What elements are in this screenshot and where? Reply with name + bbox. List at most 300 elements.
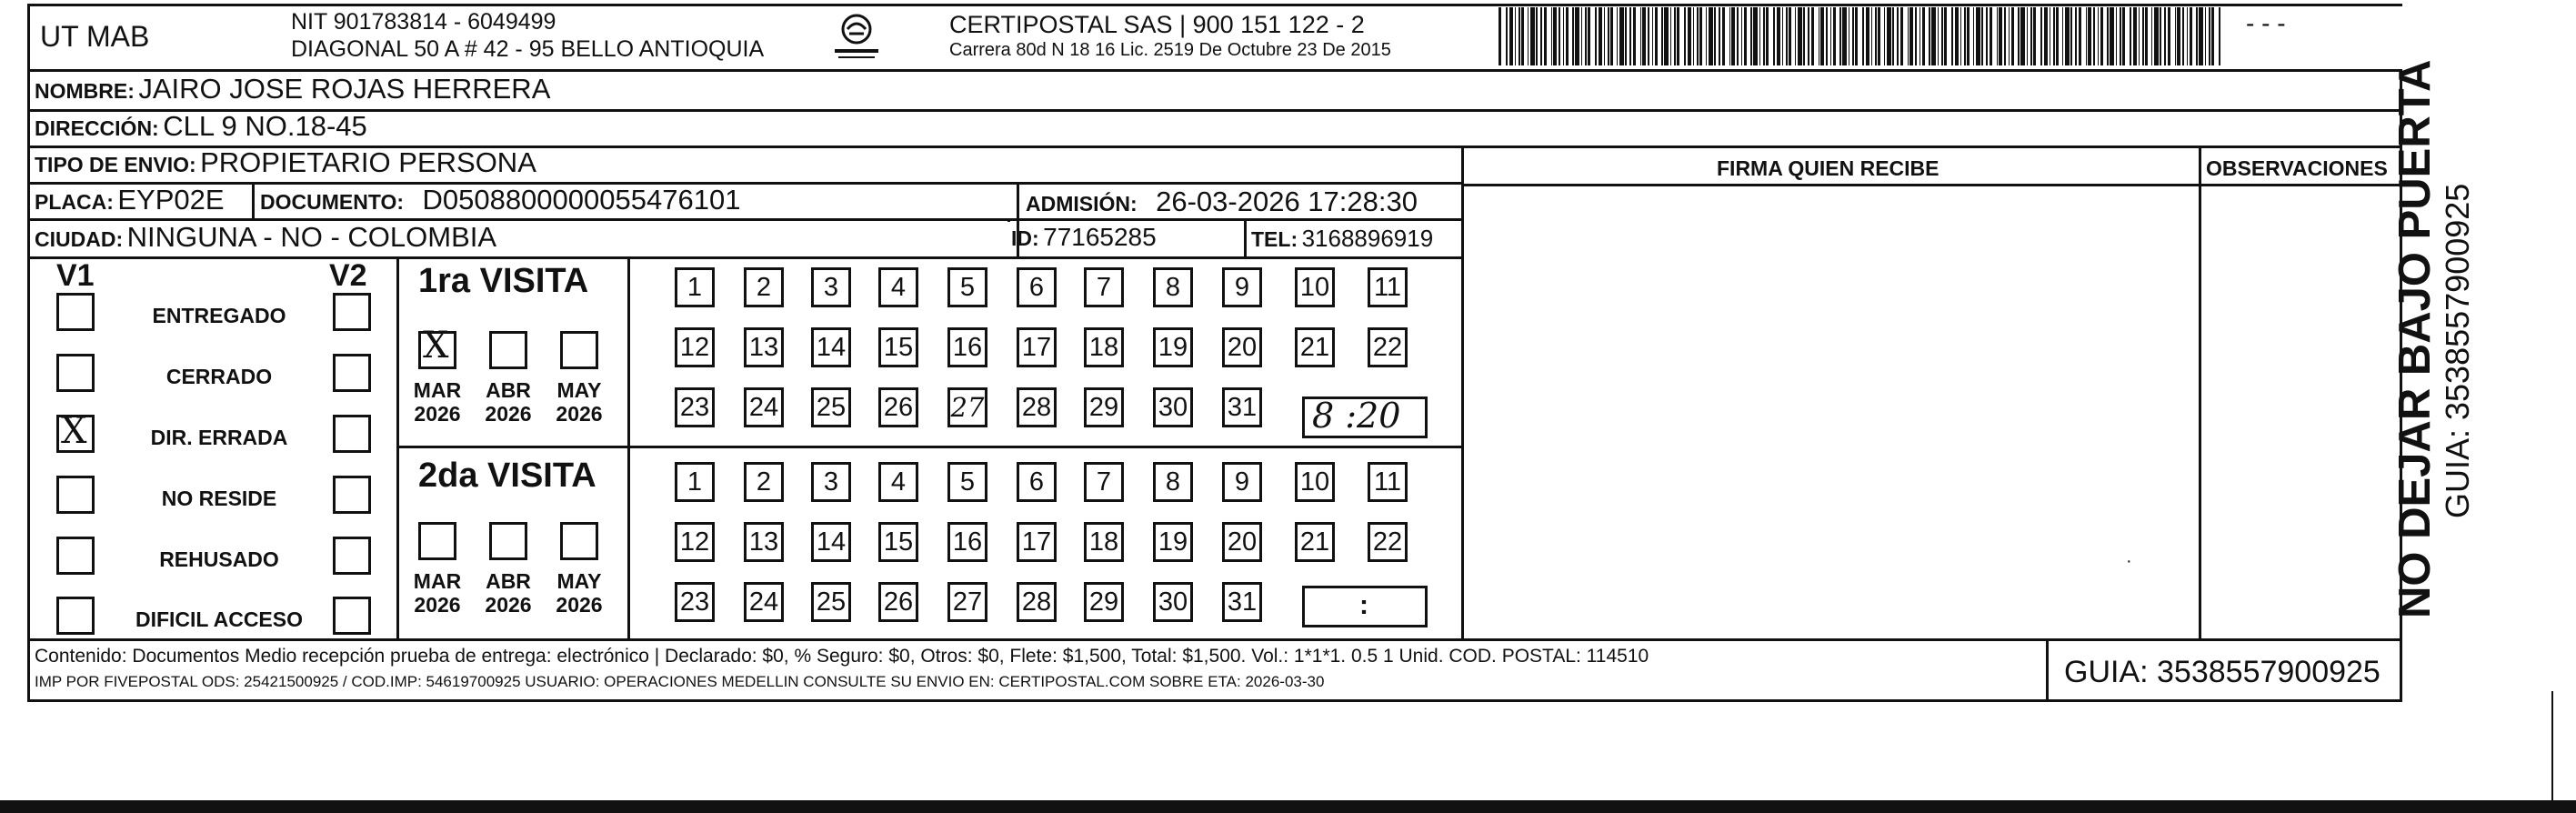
barcode-bar [2004,7,2006,65]
tipo-row [35,146,536,179]
month-checkbox[interactable] [560,331,598,369]
barcode-bar [2196,7,2198,65]
day-box[interactable]: 19 [1153,327,1193,367]
barcode-bar [1648,7,1649,65]
day-box[interactable]: 16 [947,327,987,367]
barcode-bar [1811,7,1814,65]
nombre-label: NOMBRE: [35,79,135,103]
barcode-bar [1929,7,1930,65]
nit: NIT 901783814 - 6049499 [291,9,556,35]
barcode-bar [1608,7,1609,65]
barcode-bar [2062,7,2063,65]
day-box[interactable]: 4 [878,267,918,307]
barcode-bar [1521,7,1524,65]
day-box[interactable]: 25 [811,387,851,427]
barcode-bar [2030,7,2032,65]
barcode-bar [1595,7,1597,65]
barcode-bar [1938,7,1939,65]
barcode-bar [2056,7,2059,65]
day-box[interactable]: 26 [878,582,918,622]
day-box[interactable]: 7 [1084,267,1124,307]
barcode-bar [2133,7,2137,65]
day-box[interactable]: 22 [1368,327,1408,367]
day-box[interactable]: 6 [1017,462,1057,502]
v2-label: V2 [329,258,367,293]
status-label: NO RESIDE [161,487,277,510]
v2-checkbox[interactable] [333,476,371,514]
placa-label: PLACA: [35,190,114,214]
barcode-bar [1855,7,1858,65]
barcode-bar [1544,7,1547,65]
bottom-rule [0,800,2576,813]
barcode-bar [1528,7,1529,65]
v1-checkbox[interactable] [56,597,95,635]
footer-line2: IMP POR FIVEPOSTAL ODS: 25421500925 / COD.IMP: 54619700925 USUARIO: OPERACIONES MEDELLIN CONSULTE SU ENVIO EN: CERTIPOSTAL.COM SOBRE ETA: 2026-03-30 [35,673,1325,690]
barcode-bar [1536,7,1538,65]
day-box[interactable]: 1 [675,267,715,307]
barcode-bar [2070,7,2072,65]
barcode-bar [1652,7,1653,65]
day-box[interactable]: 17 [1017,522,1057,562]
signature-dot: · [2126,551,2132,571]
barcode-bar [1530,7,1535,65]
day-box[interactable]: 10 [1295,462,1335,502]
barcode-bar [1826,7,1828,65]
day-box[interactable]: 23 [675,387,715,427]
month-label [410,378,465,426]
firma-header: FIRMA QUIEN RECIBE [1717,156,1940,180]
day-box[interactable]: 30 [1153,387,1193,427]
barcode-bar [1944,7,1947,65]
month-year: 2026 [414,593,461,617]
day-box[interactable]: 20 [1222,327,1262,367]
day-box[interactable]: 31 [1222,387,1262,427]
month-checkbox[interactable] [560,522,598,560]
day-box[interactable]: 19 [1153,522,1193,562]
barcode-bar [1766,7,1769,65]
day-box[interactable]: 12 [675,522,715,562]
barcode-bar [2033,7,2036,65]
documento-row [260,184,740,216]
month-label [410,569,465,617]
barcode-bar [1763,7,1765,65]
documento-value: D0508800000055476101 [422,184,741,216]
direccion-value: CLL 9 NO.18-45 [163,110,367,142]
barcode-bar [1709,7,1713,65]
company-name: UT MAB [40,20,150,53]
ciudad-label: CIUDAD: [35,227,124,251]
day-box[interactable]: 18 [1084,327,1124,367]
day-box[interactable]: 5 [947,267,987,307]
day-box[interactable]: 3 [811,462,851,502]
tipo-label: TIPO DE ENVIO: [35,153,196,176]
v2-checkbox[interactable] [333,537,371,575]
v1-checkbox[interactable] [56,410,95,453]
v2-checkbox[interactable] [333,293,371,331]
day-box[interactable]: 7 [1084,462,1124,502]
month-name: ABR [486,569,531,593]
barcode-bar [1706,7,1707,65]
month-label [481,569,536,617]
barcode-bar [1798,7,1802,65]
day-box[interactable]: 24 [744,387,784,427]
barcode-bar [1892,7,1894,65]
footer-line1: Contenido: Documentos Medio recepción prueba de entrega: electrónico | Declarado: $0, % Seguro: $0, Otros: $0, Flete: $1,500, Total: $1,500. Vol.: 1*1*1. 0.5 1 Unid. COD. POSTAL: 114510 [35,646,1649,667]
barcode-bar [1908,7,1909,65]
barcode-bar [1699,7,1702,65]
barcode-bar [1964,7,1966,65]
barcode-bar [1955,7,1959,65]
barcode-bar [1642,7,1646,65]
status-label: DIFICIL ACCESO [135,607,303,631]
day-box[interactable]: 29 [1084,582,1124,622]
day-box[interactable]: 22 [1368,522,1408,562]
day-box[interactable]: 1 [675,462,715,502]
month-name: MAR [413,569,462,593]
barcode-bar [1750,7,1752,65]
second-visit-title: 2da VISITA [418,457,596,495]
carrier-name: CERTIPOSTAL SAS | 900 151 122 - 2 [949,11,1365,38]
day-box[interactable]: 9 [1222,267,1262,307]
barcode-bar [1922,7,1925,65]
barcode-bar [1884,7,1885,65]
barcode-bar [2088,7,2091,65]
v1-check-mark: X [61,410,87,452]
barcode-bar [2009,7,2010,65]
barcode-bar [1599,7,1602,65]
barcode-bar [2120,7,2121,65]
barcode-bar [2020,7,2025,65]
barcode-bar [1697,7,1699,65]
barcode-bar [1777,7,1780,65]
barcode-bar [1803,7,1805,65]
day-box[interactable]: 21 [1295,522,1335,562]
observaciones-header: OBSERVACIONES [2206,156,2388,180]
nombre-value: JAIRO JOSE ROJAS HERRERA [138,73,551,105]
status-label: REHUSADO [159,547,279,571]
barcode-bar [2098,7,2099,65]
day-box[interactable]: 6 [1017,267,1057,307]
barcode-bar [1782,7,1783,65]
barcode-bar [1931,7,1936,65]
barcode-bar [1753,7,1758,65]
barcode-bar [1786,7,1788,65]
id-value: 77165285 [1043,223,1157,251]
barcode-bar [2177,7,2180,65]
barcode-bar [2211,7,2214,65]
barcode-bar [1664,7,1669,65]
day-box[interactable]: 21 [1295,327,1335,367]
month-name: MAY [556,378,602,402]
v2-checkbox[interactable] [333,597,371,635]
barcode-bar [2139,7,2140,65]
admision-row [1026,186,1418,218]
month-year: 2026 [556,402,603,426]
barcode-bar [1714,7,1716,65]
barcode-bar [1795,7,1796,65]
barcode-bar [2187,7,2188,65]
barcode-bar [2199,7,2203,65]
barcode-bar [1973,7,1974,65]
barcode-bar [1909,7,1913,65]
barcode-bar [2075,7,2077,65]
month-checkbox[interactable] [418,325,456,369]
barcode-bar [1919,7,1920,65]
barcode-bar [2053,7,2055,65]
barcode-bar [1878,7,1880,65]
day-box[interactable]: 5 [947,462,987,502]
v1-checkbox[interactable] [56,537,95,575]
barcode-bar [1871,7,1872,65]
barcode-bar [1572,7,1574,65]
barcode-bar [1585,7,1587,65]
barcode-bar [1655,7,1658,65]
barcode-bar [1808,7,1809,65]
day-box[interactable]: 10 [1295,267,1335,307]
month-name: MAY [556,569,602,593]
first-visit-time: 8 :20 [1312,396,1401,436]
barcode-bar [1629,7,1631,65]
barcode-bar [1729,7,1730,65]
month-label [552,569,606,617]
barcode-bar [1509,7,1513,65]
day-box[interactable]: 18 [1084,522,1124,562]
barcode-bar [1842,7,1847,65]
day-box[interactable]: 17 [1017,327,1057,367]
day-box[interactable]: 31 [1222,582,1262,622]
second-visit-time-colon: : [1359,590,1368,620]
placa-value: EYP02E [117,184,225,216]
barcode-bar [2160,7,2161,65]
barcode-bar [2154,7,2159,65]
barcode-bar [2130,7,2131,65]
direccion-label: DIRECCIÓN: [35,116,159,140]
barcode-bar [2086,7,2087,65]
barcode-bar [1830,7,1831,65]
day-box[interactable]: 8 [1153,267,1193,307]
v2-checkbox[interactable] [333,354,371,392]
barcode-bar [2205,7,2206,65]
status-label: ENTREGADO [152,304,286,327]
barcode-bar [2079,7,2081,65]
month-label [481,378,536,426]
barcode-bar [1839,7,1841,65]
barcode-bar [1506,7,1508,65]
v1-checkbox[interactable] [56,476,95,514]
barcode-bar [1677,7,1679,65]
barcode-bar [1986,7,1988,65]
barcode-bar [2209,7,2210,65]
footer-guia: GUIA: 3538557900925 [2064,655,2381,689]
v1-label: V1 [56,258,95,293]
day-box[interactable]: 15 [878,522,918,562]
barcode-bar [2175,7,2176,65]
barcode-bar [1852,7,1854,65]
month-name: ABR [486,378,531,402]
barcode-bar [2093,7,2095,65]
barcode-bar [1575,7,1579,65]
barcode-bar [2219,7,2220,65]
day-box[interactable]: 28 [1017,387,1057,427]
barcode-bar [2065,7,2070,65]
barcode-bar [1960,7,1961,65]
barcode-bar [2011,7,2014,65]
status-label: CERRADO [165,365,273,388]
month-year: 2026 [414,402,461,426]
dash-mark: - - - [2246,9,2286,37]
month-checkbox[interactable] [489,522,527,560]
day-box[interactable]: 12 [675,327,715,367]
month-check-mark: X [423,325,449,366]
day-box[interactable]: 9 [1222,462,1262,502]
day-box[interactable]: 13 [744,522,784,562]
day-box[interactable]: 15 [878,327,918,367]
barcode-bar [1897,7,1899,65]
barcode-bar [1670,7,1671,65]
day-box[interactable]: 4 [878,462,918,502]
day-box[interactable]: 27 [947,582,987,622]
barcode-bar [1731,7,1735,65]
barcode-bar [1553,7,1557,65]
barcode-bar [1551,7,1552,65]
day-box[interactable]: 14 [811,327,851,367]
barcode [1498,7,2226,65]
barcode-bar [1640,7,1641,65]
day-box[interactable]: 8 [1153,462,1193,502]
barcode-bar [1559,7,1560,65]
month-year: 2026 [485,402,532,426]
barcode-bar [1661,7,1663,65]
day-box[interactable]: 14 [811,522,851,562]
v1-checkbox[interactable] [56,293,95,331]
day-box[interactable]: 25 [811,582,851,622]
barcode-bar [1875,7,1877,65]
barcode-bar [1820,7,1824,65]
nombre-row [35,73,550,105]
barcode-bar [1759,7,1760,65]
ciudad-row [35,221,496,254]
tel-row [1251,225,1433,253]
month-checkbox[interactable] [418,522,456,560]
day-box[interactable]: 28 [1017,582,1057,622]
day-box[interactable]: 26 [878,387,918,427]
certipostal-logo [829,9,884,64]
barcode-bar [2116,7,2117,65]
company-address: DIAGONAL 50 A # 42 - 95 BELLO ANTIOQUIA [291,36,765,62]
id-label: ID: [1011,226,1039,250]
admision-value: 26-03-2026 17:28:30 [1156,186,1418,217]
barcode-bar [1515,7,1516,65]
tel-value: 3168896919 [1301,225,1434,252]
status-label: DIR. ERRADA [150,426,288,449]
barcode-bar [2182,7,2184,65]
barcode-bar [2018,7,2020,65]
barcode-bar [1498,7,1501,65]
barcode-bar [1941,7,1943,65]
barcode-bar [1976,7,1980,65]
day-box[interactable]: 11 [1368,462,1408,502]
barcode-bar [1981,7,1983,65]
barcode-bar [1997,7,1998,65]
second-visit-time-box[interactable] [1302,586,1428,627]
barcode-bar [1688,7,1691,65]
tipo-value: PROPIETARIO PERSONA [200,146,536,178]
day-box[interactable]: 29 [1084,387,1124,427]
barcode-bar [1833,7,1836,65]
barcode-bar [1693,7,1694,65]
month-name: MAR [413,378,462,402]
day-box[interactable]: 13 [744,327,784,367]
barcode-bar [1619,7,1624,65]
day-box[interactable]: 3 [811,267,851,307]
barcode-bar [2164,7,2166,65]
barcode-bar [2151,7,2152,65]
direccion-row [35,110,367,143]
day-box[interactable]: 23 [675,582,715,622]
barcode-bar [1540,7,1542,65]
documento-label: DOCUMENTO: [260,190,405,214]
barcode-bar [1566,7,1569,65]
barcode-bar [1744,7,1747,65]
barcode-bar [2027,7,2028,65]
barcode-bar [2190,7,2192,65]
barcode-bar [1581,7,1582,65]
v1-checkbox[interactable] [56,354,95,392]
day-box[interactable]: 2 [744,267,784,307]
placa-row [35,184,225,216]
barcode-bar [2168,7,2170,65]
barcode-bar [1563,7,1564,65]
month-checkbox[interactable] [489,331,527,369]
barcode-bar [1604,7,1605,65]
barcode-bar [1951,7,1953,65]
barcode-bar [1887,7,1891,65]
month-label [552,378,606,426]
barcode-bar [1741,7,1742,65]
barcode-bar [1625,7,1627,65]
barcode-bar [2044,7,2048,65]
barcode-bar [1990,7,1992,65]
first-visit-time-box[interactable] [1302,396,1428,438]
ciudad-value: NINGUNA - NO - COLOMBIA [126,221,497,253]
barcode-bar [2100,7,2103,65]
month-year: 2026 [485,593,532,617]
barcode-bar [1999,7,2002,65]
month-year: 2026 [556,593,603,617]
side-warning: NO DEJAR BAJO PUERTA [2391,59,2440,618]
day-box[interactable]: 11 [1368,267,1408,307]
day-box[interactable]: 16 [947,522,987,562]
day-box-marked[interactable]: 27 [947,387,987,427]
day-box[interactable]: 2 [744,462,784,502]
day-box[interactable]: 24 [744,582,784,622]
barcode-bar [1900,7,1903,65]
side-guia: GUIA: 3538557900925 [2439,183,2476,518]
barcode-bar [1967,7,1970,65]
v2-checkbox[interactable] [333,415,371,453]
barcode-bar [1617,7,1618,65]
day-box[interactable]: 20 [1222,522,1262,562]
barcode-bar [1737,7,1739,65]
barcode-bar [2145,7,2148,65]
barcode-bar [2142,7,2144,65]
barcode-bar [1588,7,1590,65]
day-box[interactable]: 30 [1153,582,1193,622]
first-visit-title: 1ra VISITA [418,262,589,300]
barcode-bar [1789,7,1791,65]
barcode-bar [2107,7,2109,65]
barcode-bar [1684,7,1686,65]
